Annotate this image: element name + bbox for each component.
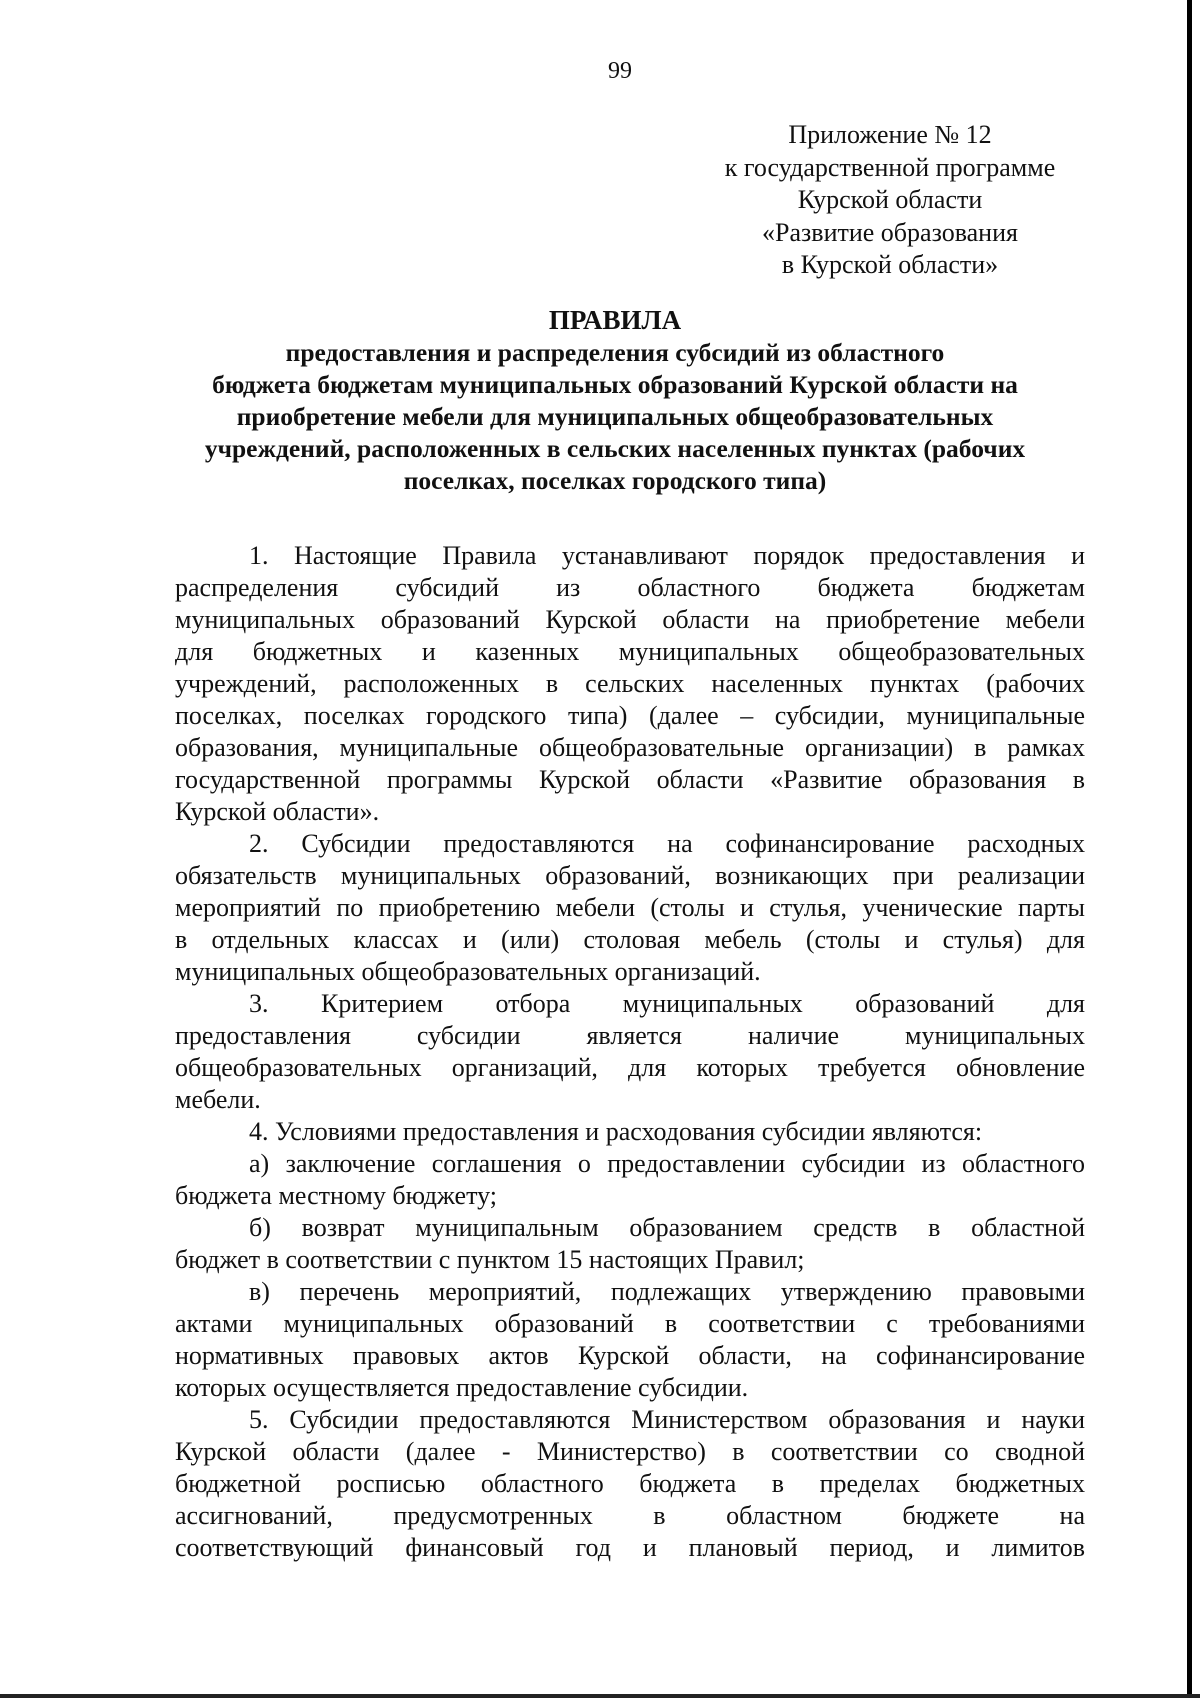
body-line: образования, муниципальные общеобразовательные организации) в рамках bbox=[175, 733, 1085, 762]
body-line: в) перечень мероприятий, подлежащих утверждению правовыми bbox=[249, 1277, 1085, 1306]
body-line: 3. Критерием отбора муниципальных образований для bbox=[249, 989, 1085, 1018]
appendix-line: Курской области bbox=[797, 185, 983, 214]
body-line: для бюджетных и казенных муниципальных общеобразовательных bbox=[175, 637, 1085, 666]
body-line: поселках, поселках городского типа) (далее – субсидии, муниципальные bbox=[175, 701, 1085, 730]
body-line: учреждений, расположенных в сельских населенных пунктах (рабочих bbox=[175, 669, 1085, 698]
subtitle-line: поселках, поселках городского типа) bbox=[403, 466, 827, 495]
body-line: мероприятий по приобретению мебели (столы и стулья, ученические парты bbox=[175, 893, 1085, 922]
document-subtitle bbox=[150, 337, 1080, 497]
document-title-block bbox=[150, 304, 1080, 497]
body-line: общеобразовательных организаций, для которых требуется обновление bbox=[175, 1053, 1085, 1082]
body-line: бюджетной росписью областного бюджета в пределах бюджетных bbox=[175, 1469, 1085, 1498]
page-number: 99 bbox=[608, 58, 632, 84]
document-title: ПРАВИЛА bbox=[548, 305, 682, 335]
body-line: актами муниципальных образований в соответствии с требованиями bbox=[175, 1309, 1085, 1338]
body-line: предоставления субсидии является наличие муниципальных bbox=[175, 1021, 1085, 1050]
subtitle-line: учреждений, расположенных в сельских населенных пунктах (рабочих bbox=[204, 434, 1026, 463]
body-line: в отдельных классах и (или) столовая мебель (столы и стулья) для bbox=[175, 925, 1085, 954]
body-line: бюджет в соответствии с пунктом 15 настоящих Правил; bbox=[175, 1245, 805, 1274]
body-line: муниципальных образований Курской области на приобретение мебели bbox=[175, 605, 1085, 634]
body-line: ассигнований, предусмотренных в областном бюджете на bbox=[175, 1501, 1085, 1530]
subtitle-line: приобретение мебели для муниципальных общеобразовательных bbox=[236, 402, 994, 431]
body-line: муниципальных общеобразовательных организаций. bbox=[175, 957, 761, 986]
body-line: распределения субсидий из областного бюджета бюджетам bbox=[175, 573, 1085, 602]
appendix-line: к государственной программе bbox=[724, 152, 1056, 182]
body-line: Курской области». bbox=[175, 797, 380, 826]
body-line: 1. Настоящие Правила устанавливают порядок предоставления и bbox=[249, 541, 1085, 570]
body-line: соответствующий финансовый год и плановый период, и лимитов bbox=[175, 1533, 1085, 1562]
body-line: которых осуществляется предоставление субсидии. bbox=[175, 1373, 749, 1402]
body-line: обязательств муниципальных образований, возникающих при реализации bbox=[175, 861, 1085, 890]
body-line: б) возврат муниципальным образованием средств в областной bbox=[249, 1213, 1085, 1242]
body-line: бюджета местному бюджету; bbox=[175, 1181, 497, 1210]
body-line: 4. Условиями предоставления и расходования субсидии являются: bbox=[249, 1117, 983, 1146]
appendix-header bbox=[700, 119, 1080, 282]
body-line: мебели. bbox=[175, 1085, 261, 1114]
body-line: Курской области (далее - Министерство) в соответствии со сводной bbox=[175, 1437, 1085, 1466]
scan-edge-right bbox=[1187, 0, 1192, 1698]
appendix-line: «Развитие образования bbox=[762, 217, 1018, 247]
subtitle-line: бюджета бюджетам муниципальных образований Курской области на bbox=[212, 370, 1018, 399]
body-line: 5. Субсидии предоставляются Министерством образования и науки bbox=[249, 1405, 1085, 1434]
body-line: нормативных правовых актов Курской области, на софинансирование bbox=[175, 1341, 1085, 1370]
document-body bbox=[175, 540, 1085, 1564]
body-line: 2. Субсидии предоставляются на софинансирование расходных bbox=[249, 829, 1085, 858]
body-line: а) заключение соглашения о предоставлении субсидии из областного bbox=[249, 1149, 1085, 1178]
body-line: государственной программы Курской области «Развитие образования в bbox=[175, 765, 1085, 794]
scan-edge-bottom bbox=[0, 1694, 1200, 1698]
appendix-line: Приложение № 12 bbox=[788, 120, 992, 149]
appendix-line: в Курской области» bbox=[781, 250, 999, 279]
subtitle-line: предоставления и распределения субсидий из областного bbox=[285, 338, 945, 367]
